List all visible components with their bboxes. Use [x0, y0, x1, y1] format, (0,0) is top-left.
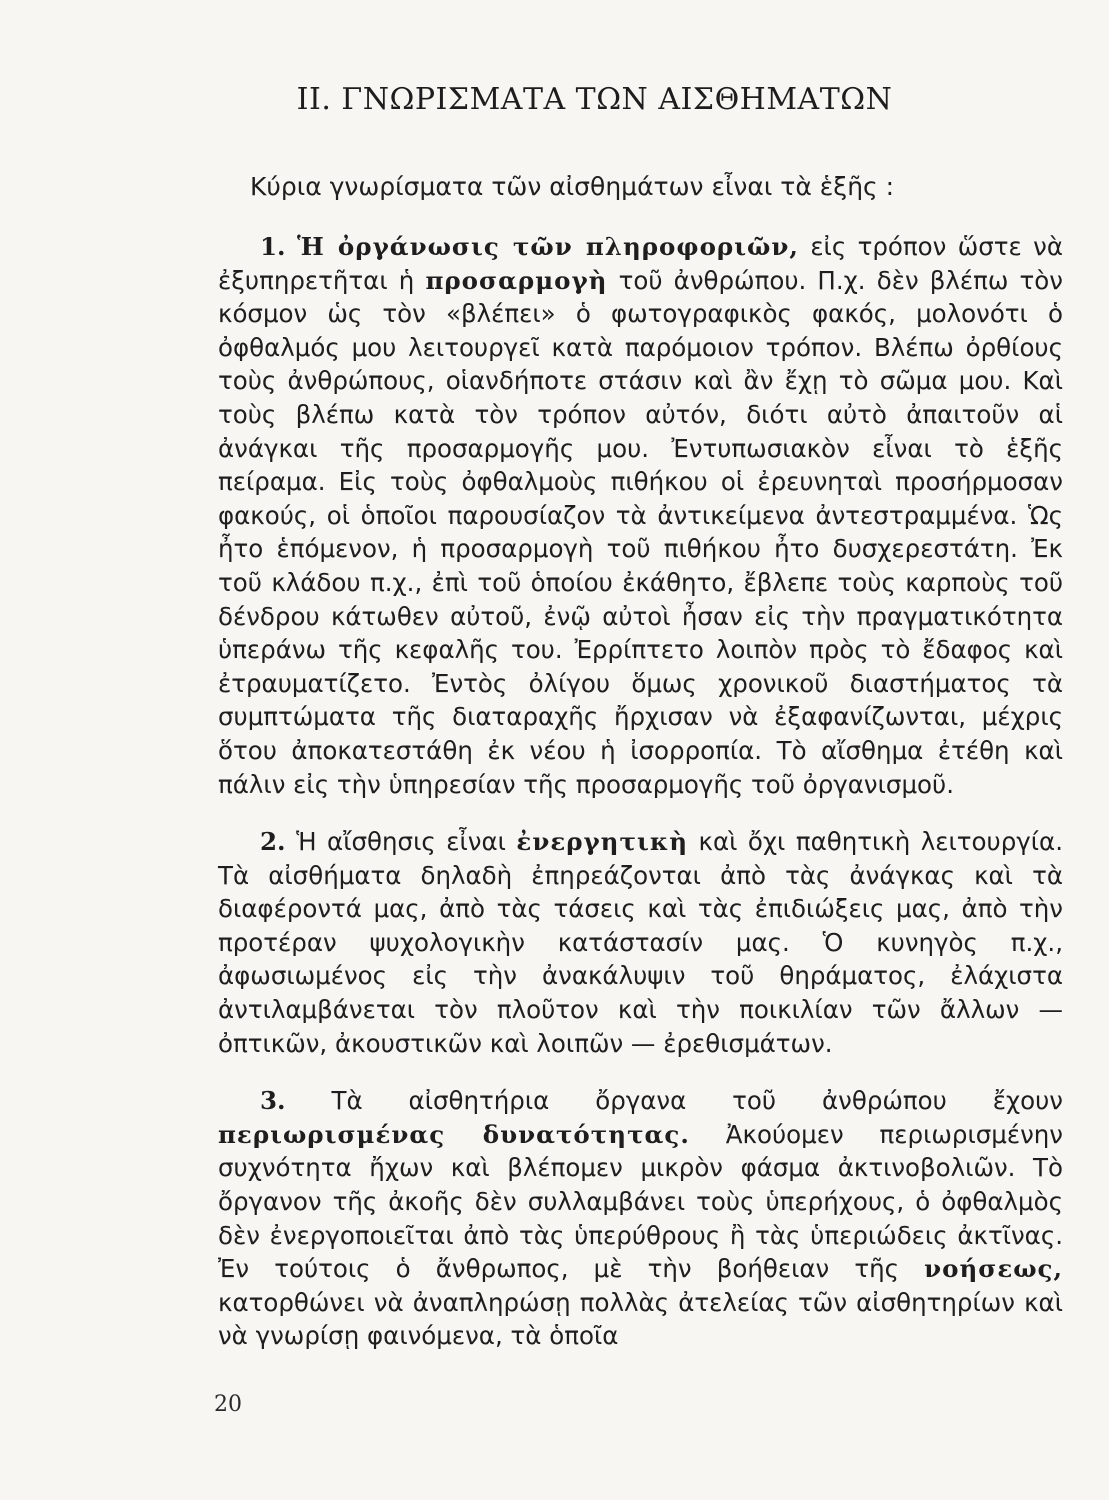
paragraph-3-text-b: Ἀκούομεν περιωρισμένην συχνότητα ἤχων καὶ βλέπομεν μικρὸν φάσμα ἀκτινοβολιῶν. Τὸ ὄργανον τῆς ἀκοῆς δὲν συλλαμβάνει τοὺς ὑπερήχους, ὁ ὀφθαλμὸς δὲν ἐνεργοποιεῖται ἀπὸ τὰς ὑπερύθρους ἢ τὰς ὑπεριώδεις ἀκτῖνας. Ἐν τούτοις ὁ ἄνθρωπος, μὲ τὴν βοήθειαν τῆς — [218, 1119, 1063, 1284]
paragraph-1-text-b: τοῦ ἀνθρώπου. Π.χ. δὲν βλέπω τὸν κόσμον ὡς τὸν «βλέπει» ὁ φωτογραφικὸς φακός, μολονότι ὁ ὀφθαλμός μου λειτουργεῖ κατὰ παρόμοιον τρόπον. Βλέπω ὀρθίους τοὺς ἀνθρώπους, οἱανδήποτε στάσιν καὶ ἂν ἔχῃ τὸ σῶμα μου. Καὶ τοὺς βλέπω κατὰ τὸν τρόπον αὐτόν, διότι αὐτὸ ἀπαιτοῦν αἱ ἀνάγκαι τῆς προσαρμογῆς μου. Ἐντυπωσιακὸν εἶναι τὸ ἑξῆς πείραμα. Εἰς τοὺς ὀφθαλμοὺς πιθήκου οἱ ἐρευνηταὶ προσήρμοσαν φακούς, οἱ ὁποῖοι παρουσίαζον τὰ ἀντικείμενα ἀντεστραμμένα. Ὡς ἦτο ἑπόμενον, ἡ προσαρμογὴ τοῦ πιθήκου ἦτο δυσχερεστάτη. Ἐκ τοῦ κλάδου π.χ., ἐπὶ τοῦ ὁποίου ἐκάθητο, ἔβλεπε τοὺς καρποὺς τοῦ δένδρου κάτωθεν αὐτοῦ, ἐνῷ αὐτοὶ ἦσαν εἰς τὴν πραγματικότητα ὑπεράνω τῆς κεφαλῆς του. Ἐρρίπτετο λοιπὸν πρὸς τὸ ἔδαφος καὶ ἐτραυματίζετο. Ἐντὸς ὀλίγου ὅμως χρονικοῦ διαστήματος τὰ συμπτώματα τῆς διαταραχῆς ἤρχισαν νὰ ἐξαφανίζωνται, μέχρις ὅτου ἀποκατεστάθη ἐκ νέου ἡ ἰσορροπία. Τὸ αἴσθημα ἐτέθη καὶ πάλιν εἰς τὴν ὑπηρεσίαν τῆς προσαρμογῆς τοῦ ὀργανισμοῦ. — [218, 265, 1063, 799]
paragraph-3 — [218, 1084, 1063, 1353]
paragraph-2-emphasis: ἐνεργητικὴ — [516, 827, 689, 857]
paragraph-3-emphasis-1: περιωρισμένας δυνατότητας. — [218, 1119, 690, 1149]
paragraph-1 — [218, 230, 1063, 801]
paragraph-2 — [218, 825, 1063, 1060]
paragraph-1-lead: Ἡ ὀργάνωσις τῶν πληροφοριῶν, — [296, 232, 799, 261]
chapter-heading — [0, 82, 1109, 117]
paragraph-1-emphasis: προσαρμογὴ — [425, 265, 608, 295]
paragraph-3-text-c: κατορθώνει νὰ ἀναπληρώσῃ πολλὰς ἀτελείας τῶν αἰσθητηρίων καὶ νὰ γνωρίσῃ φαινόμενα, τὰ ὁποῖα — [218, 1287, 1063, 1351]
body-text — [218, 230, 1063, 1353]
intro-line: Κύρια γνωρίσματα τῶν αἰσθημάτων εἶναι τὰ ἑξῆς : — [250, 172, 895, 201]
chapter-heading-text: II. ΓΝΩΡΙΣΜΑΤΑ ΤΩΝ ΑΙΣΘΗΜΑΤΩΝ — [296, 82, 893, 117]
page-number: 20 — [214, 1392, 242, 1417]
paragraph-2-number: 2. — [260, 827, 286, 857]
paragraph-1-number: 1. — [260, 232, 286, 261]
paragraph-3-number: 3. — [260, 1086, 286, 1116]
paragraph-3-emphasis-2: νοήσεως, — [924, 1254, 1063, 1284]
paragraph-3-text-a: Τὰ αἰσθητήρια ὄργανα τοῦ ἀνθρώπου ἔχουν — [285, 1086, 1063, 1116]
paragraph-1-text-a: εἰς τρόπον ὥστε νὰ ἐξυπηρετῆται ἡ — [218, 232, 1064, 295]
paragraph-2-text-b: καὶ ὄχι παθητικὴ λειτουργία. Τὰ αἰσθήματα δηλαδὴ ἐπηρεάζονται ἀπὸ τὰς ἀνάγκας καὶ τὰ διαφέροντά μας, ἀπὸ τὰς τάσεις καὶ τὰς ἐπιδιώξεις μας, ἀπὸ τὴν προτέραν ψυχολογικὴν κατάστασίν μας. Ὁ κυνηγὸς π.χ., ἀφωσιωμένος εἰς τὴν ἀνακάλυψιν τοῦ θηράματος, ἐλάχιστα ἀντιλαμβάνεται τὸν πλοῦτον καὶ τὴν ποικιλίαν τῶν ἄλλων — ὀπτικῶν, ἀκουστικῶν καὶ λοιπῶν — ἐρεθισμάτων. — [218, 827, 1063, 1058]
paragraph-2-text-a: Ἡ αἴσθησις εἶναι — [285, 827, 517, 857]
